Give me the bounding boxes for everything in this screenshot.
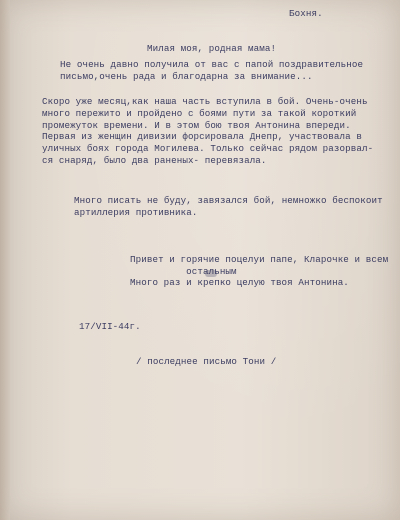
paragraph-3-line: Много писать не буду, завязался бой, немножко беспокоит — [74, 195, 383, 206]
footnote: / последнее письмо Тони / — [136, 356, 277, 367]
closing-line: Много раз и крепко целую твоя Антонина. — [130, 277, 349, 289]
ink-blot — [205, 270, 217, 277]
paragraph-2-line: уличных боях города Могилева. Только сейчас рядом разорвал- — [42, 143, 374, 155]
paragraph-2-line: Первая из женщин дивизии форсировала Днепр, участвовала в — [42, 131, 362, 143]
closing-line: остальным — [130, 265, 237, 277]
closing-line: Привет и горячие поцелуи папе, Кларочке и всем — [130, 254, 389, 265]
closing — [130, 254, 388, 289]
letter-date: 17/VII-44г. — [79, 321, 141, 332]
paragraph-1-line: письмо,очень рада и благодарна за внимание... — [60, 70, 313, 82]
paragraph-3 — [74, 195, 383, 218]
paragraph-2-line: много пережито и пройдено с боями пути за такой короткий — [42, 107, 357, 119]
paragraph-1-line: Не очень давно получила от вас с папой поздравительное — [60, 59, 364, 70]
paragraph-1 — [60, 59, 363, 82]
paragraph-2-line: ся снаряд, было два раненых- перевязала. — [42, 154, 267, 166]
page-edge-shadow — [0, 0, 10, 520]
letter-place: Бохня. — [289, 8, 323, 19]
paragraph-3-line: артиллерия противника. — [74, 206, 198, 218]
paragraph-2-line: Скоро уже месяц,как наша часть вступила в бой. Очень-очень — [42, 96, 368, 107]
paragraph-2 — [42, 96, 373, 167]
letter-greeting: Милая моя, родная мама! — [147, 43, 277, 54]
paragraph-2-line: промежуток времени. И в этом бою твоя Антонина впереди. — [42, 119, 351, 131]
